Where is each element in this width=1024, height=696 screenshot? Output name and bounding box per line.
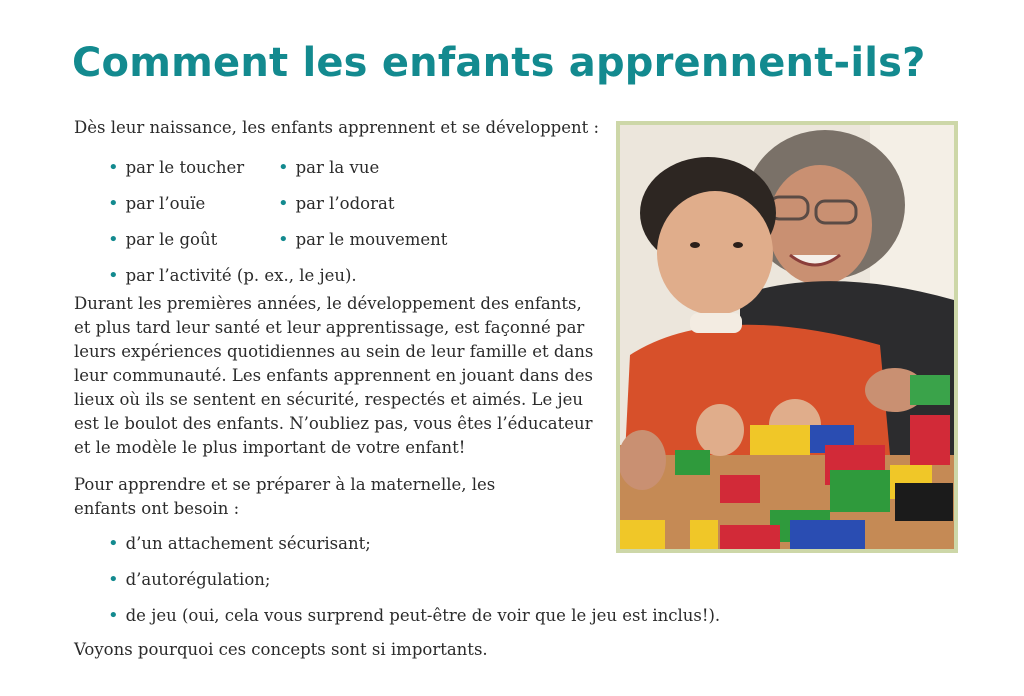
senses-row	[108, 222, 588, 258]
photo-illustration	[620, 125, 954, 549]
bullet-icon: •	[278, 229, 289, 250]
bullet-icon: •	[278, 193, 289, 214]
bullet-icon: •	[108, 229, 119, 250]
senses-row	[108, 186, 588, 222]
list-item	[278, 192, 394, 216]
bullet-icon: •	[108, 157, 119, 178]
bullet-icon: •	[108, 605, 119, 626]
list-item-label: par l’activité (p. ex., le jeu).	[125, 266, 357, 285]
senses-row	[108, 258, 588, 294]
list-item-label: d’un attachement sécurisant;	[125, 534, 371, 553]
paragraph-kindergarten: Pour apprendre et se préparer à la maternelle, les enfants ont besoin :	[74, 475, 496, 518]
bullet-icon: •	[108, 193, 119, 214]
list-item	[108, 562, 720, 598]
paragraph-development: Durant les premières années, le développement des enfants, et plus tard leur santé et leur apprentissage, est façonné par leurs expériences quotidiennes au sein de leur famille et dans leur communauté. Les enfants apprennent en jouant dans des lieux où ils se sentent en sécurité, respectés et aimés. Le jeu est le boulot des enfants. N’oubliez pas, vous êtes l’éducateur et le modèle le plus important de votre enfant!	[74, 294, 594, 457]
list-item	[108, 228, 278, 252]
photo-child-and-grandmother	[616, 121, 958, 553]
list-item-label: de jeu (oui, cela vous surprend peut-être de voir que le jeu est inclus!).	[125, 606, 721, 625]
list-item	[278, 228, 447, 252]
list-item-label: par la vue	[295, 158, 380, 177]
list-item	[108, 598, 720, 634]
list-item-label: par l’odorat	[295, 194, 395, 213]
list-item-label: d’autorégulation;	[125, 570, 271, 589]
bullet-icon: •	[278, 157, 289, 178]
intro-text: Dès leur naissance, les enfants apprennent et se développent :	[74, 118, 600, 137]
bullet-icon: •	[108, 265, 119, 286]
list-item-label: par le goût	[125, 230, 218, 249]
list-item	[278, 156, 379, 180]
senses-row	[108, 150, 588, 186]
list-item-label: par l’ouïe	[125, 194, 206, 213]
list-item-label: par le mouvement	[295, 230, 448, 249]
bullet-icon: •	[108, 569, 119, 590]
page-title: Comment les enfants apprennent-ils?	[72, 40, 926, 86]
list-item	[108, 192, 278, 216]
list-item-label: par le toucher	[125, 158, 245, 177]
bullet-icon: •	[108, 533, 119, 554]
senses-list	[108, 150, 588, 294]
list-item	[108, 264, 357, 288]
list-item	[108, 156, 278, 180]
closing-text: Voyons pourquoi ces concepts sont si importants.	[74, 640, 488, 659]
